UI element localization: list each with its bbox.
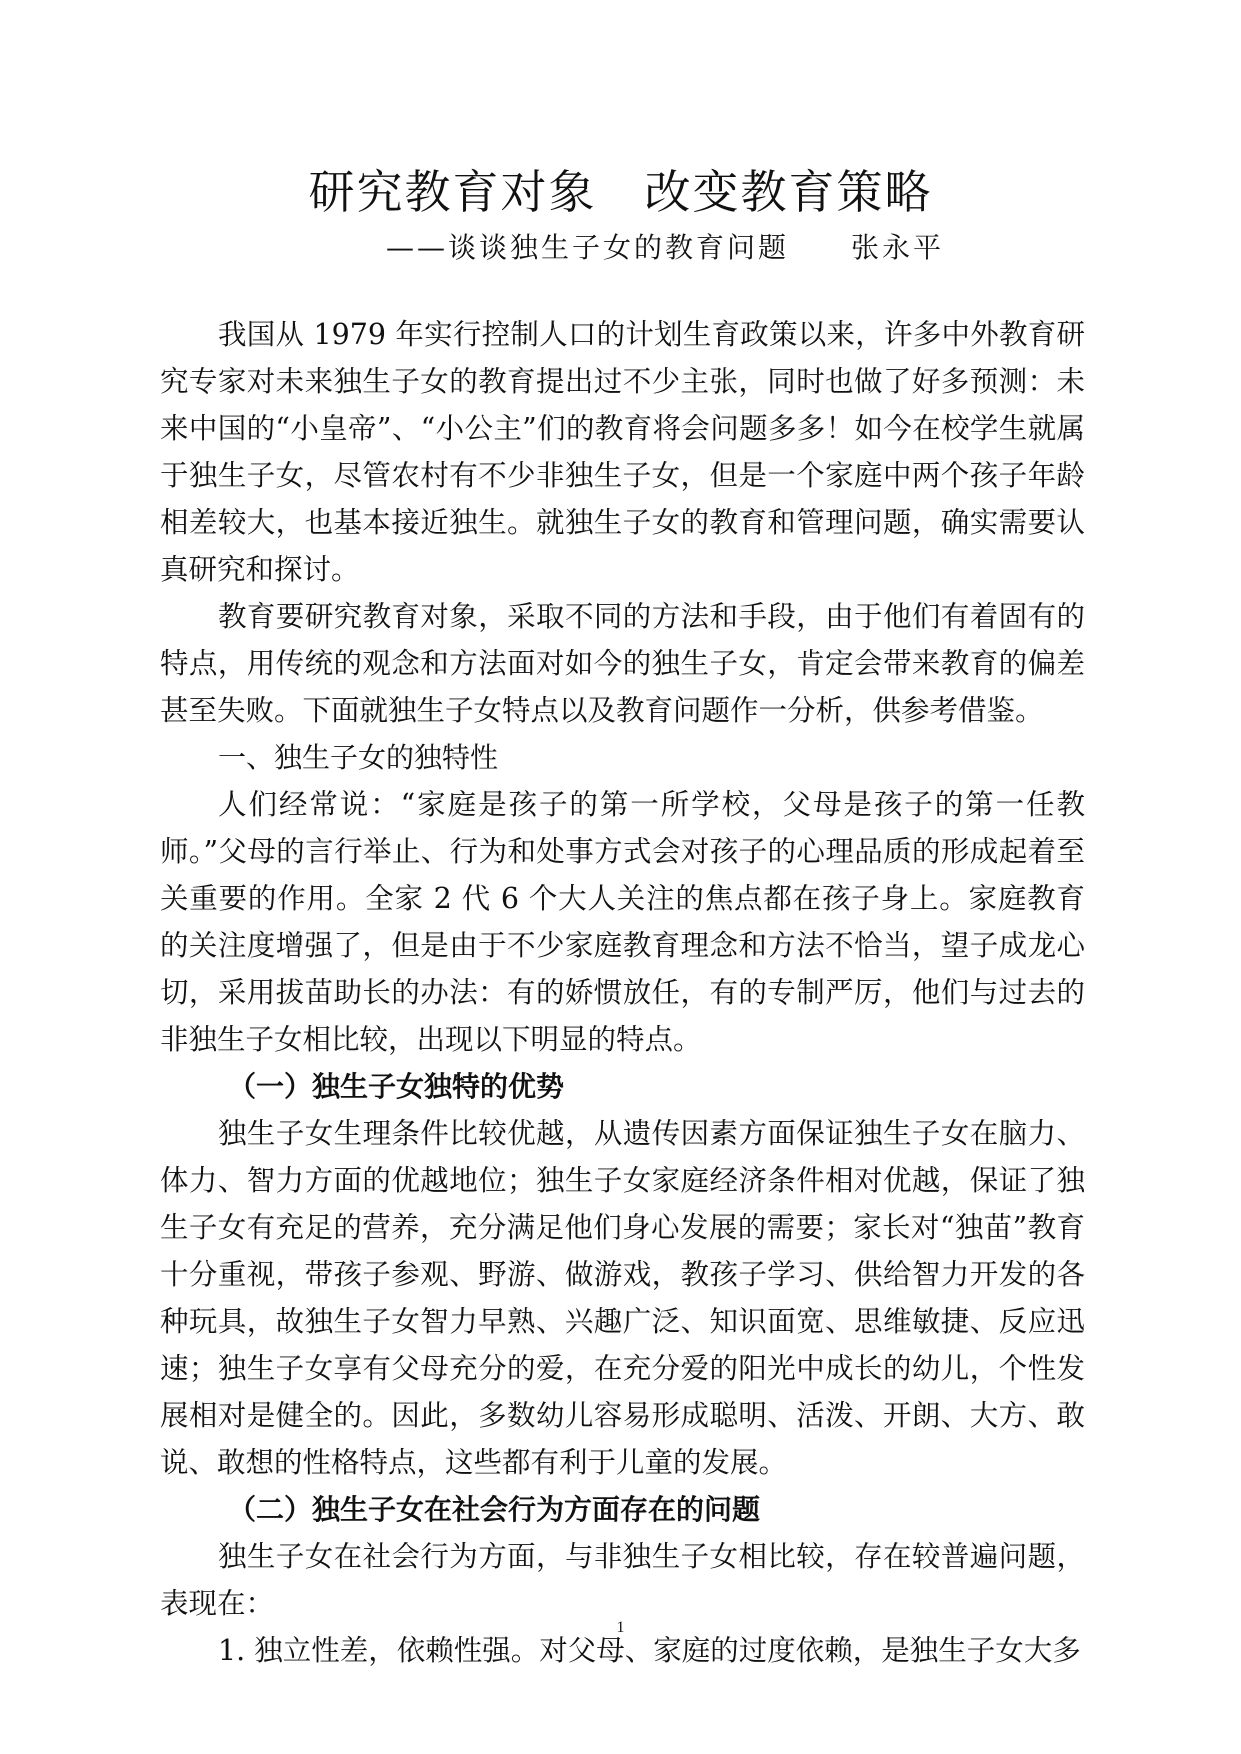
list-item-1: 1. 独立性差，依赖性强。对父母、家庭的过度依赖，是独生子女大多 — [218, 1634, 1081, 1667]
paragraph-intro: 我国从 1979 年实行控制人口的计划生育政策以来，许多中外教育研究专家对未来独生子女的教育提出过不少主张，同时也做了好多预测：未来中国的“小皇帝”、“小公主”们的教育将会问题多多！如今在校学生就属于独生子女，尽管农村有不少非独生子女，但是一个家庭中两个孩子年龄相差较大，也基本接近独生。就独生子女的教育和管理问题，确实需要认真研究和探讨。 — [160, 318, 1085, 586]
paragraph-advantages: 独生子女生理条件比较优越，从遗传因素方面保证独生子女在脑力、体力、智力方面的优越地位；独生子女家庭经济条件相对优越，保证了独生子女有充足的营养，充分满足他们身心发展的需要；家长对“独苗”教育十分重视，带孩子参观、野游、做游戏，教孩子学习、供给智力开发的各种玩具，故独生子女智力早熟、兴趣广泛、知识面宽、思维敏捷、反应迅速；独生子女享有父母充分的爱，在充分爱的阳光中成长的幼儿，个性发展相对是健全的。因此，多数幼儿容易形成聪明、活泼、开朗、大方、敢说、敢想的性格特点，这些都有利于儿童的发展。 — [160, 1117, 1085, 1479]
document-subtitle: ——谈谈独生子女的教育问题 张永平 — [386, 231, 945, 264]
document-title: 研究教育对象 改变教育策略 — [308, 165, 933, 219]
paragraph-purpose: 教育要研究教育对象，采取不同的方法和手段，由于他们有着固有的特点，用传统的观念和方法面对如今的独生子女，肯定会带来教育的偏差甚至失败。下面就独生子女特点以及教育问题作一分析，供参考借鉴。 — [160, 600, 1085, 727]
section-heading-1: 一、独生子女的独特性 — [218, 741, 499, 774]
subsection-heading-advantages: （一）独生子女独特的优势 — [228, 1070, 565, 1103]
page-number: 1 — [616, 1619, 625, 1636]
paragraph-problems-intro: 独生子女在社会行为方面，与非独生子女相比较，存在较普遍问题，表现在： — [160, 1540, 1085, 1620]
paragraph-family-role: 人们经常说：“家庭是孩子的第一所学校，父母是孩子的第一任教师。”父母的言行举止、行为和处事方式会对孩子的心理品质的形成起着至关重要的作用。全家 2 代 6 个大人关注的焦点都在孩子身上。家庭教育的关注度增强了，但是由于不少家庭教育理念和方法不恰当，望子成龙心切，采用拔苗助长的办法：有的娇惯放任，有的专制严厉，他们与过去的非独生子女相比较，出现以下明显的特点。 — [160, 788, 1085, 1056]
document-body — [160, 311, 1085, 1674]
subsection-heading-problems: （二）独生子女在社会行为方面存在的问题 — [228, 1493, 761, 1526]
